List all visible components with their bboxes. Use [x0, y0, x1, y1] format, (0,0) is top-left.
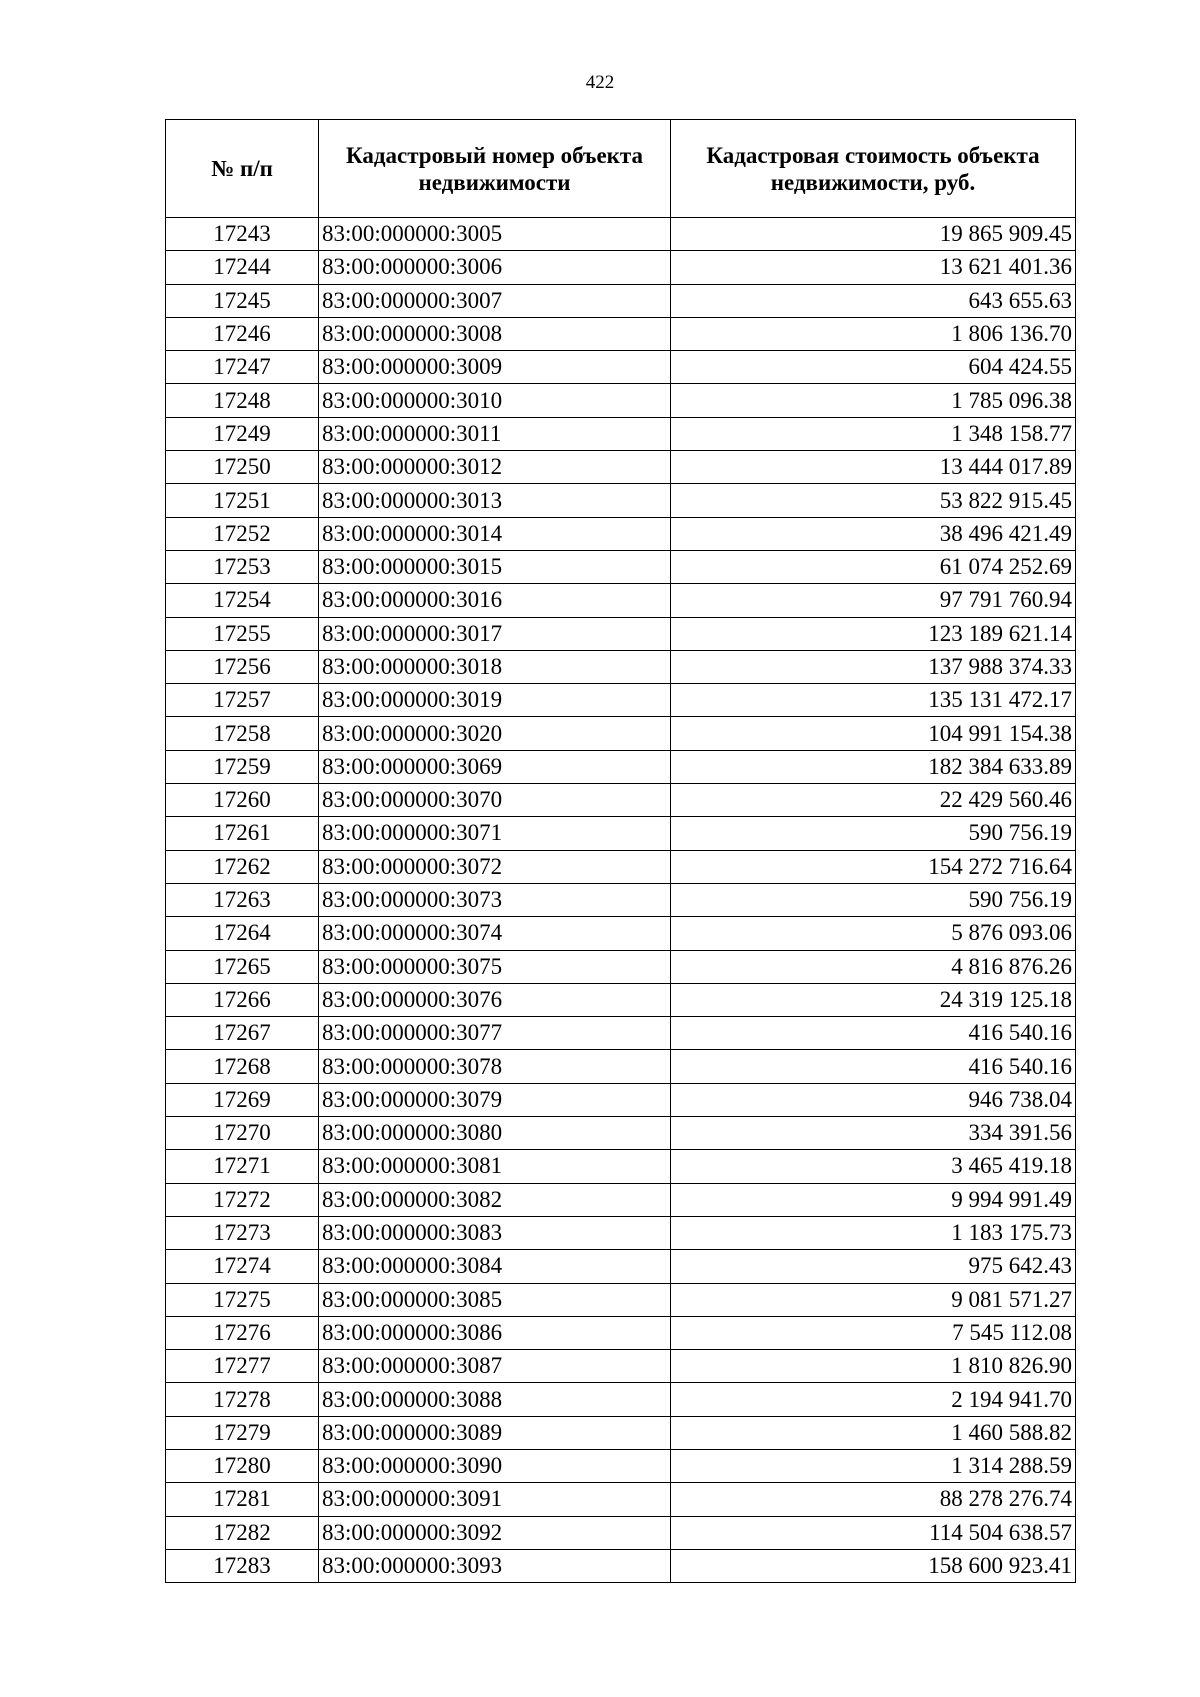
cadastral-number-cell: 83:00:000000:3005	[319, 218, 671, 251]
table-row	[166, 1549, 1076, 1582]
cadastral-value-cell: 590 756.19	[671, 883, 1076, 916]
row-number-cell: 17275	[166, 1283, 319, 1316]
row-number-cell: 17253	[166, 550, 319, 583]
cadastral-number-cell: 83:00:000000:3086	[319, 1316, 671, 1349]
header-cadastral-number: Кадастровый номер объекта недвижимости	[319, 120, 671, 218]
table-row	[166, 484, 1076, 517]
table-row	[166, 983, 1076, 1016]
cadastral-number-cell: 83:00:000000:3015	[319, 550, 671, 583]
table-row	[166, 1017, 1076, 1050]
cadastral-number-cell: 83:00:000000:3014	[319, 517, 671, 550]
cadastral-value-cell: 123 189 621.14	[671, 617, 1076, 650]
row-number-cell: 17264	[166, 917, 319, 950]
table-row	[166, 883, 1076, 916]
cadastral-number-cell: 83:00:000000:3072	[319, 850, 671, 883]
cadastral-value-cell: 1 183 175.73	[671, 1216, 1076, 1249]
cadastral-number-cell: 83:00:000000:3076	[319, 983, 671, 1016]
row-number-cell: 17266	[166, 983, 319, 1016]
cadastral-number-cell: 83:00:000000:3007	[319, 284, 671, 317]
row-number-cell: 17250	[166, 451, 319, 484]
header-cadastral-value: Кадастровая стоимость объекта недвижимости, руб.	[671, 120, 1076, 218]
cadastral-value-cell: 590 756.19	[671, 817, 1076, 850]
table-row	[166, 917, 1076, 950]
cadastral-number-cell: 83:00:000000:3091	[319, 1483, 671, 1516]
cadastral-value-cell: 1 810 826.90	[671, 1350, 1076, 1383]
cadastral-number-cell: 83:00:000000:3020	[319, 717, 671, 750]
header-row-number: № п/п	[166, 120, 319, 218]
table-row	[166, 950, 1076, 983]
cadastral-value-cell: 13 621 401.36	[671, 251, 1076, 284]
cadastral-number-cell: 83:00:000000:3008	[319, 317, 671, 350]
row-number-cell: 17263	[166, 883, 319, 916]
table-row	[166, 1083, 1076, 1116]
cadastral-value-cell: 182 384 633.89	[671, 750, 1076, 783]
cadastral-value-cell: 88 278 276.74	[671, 1483, 1076, 1516]
row-number-cell: 17262	[166, 850, 319, 883]
cadastral-value-cell: 97 791 760.94	[671, 584, 1076, 617]
cadastral-number-cell: 83:00:000000:3074	[319, 917, 671, 950]
row-number-cell: 17274	[166, 1250, 319, 1283]
table-row	[166, 817, 1076, 850]
row-number-cell: 17267	[166, 1017, 319, 1050]
cadastral-number-cell: 83:00:000000:3084	[319, 1250, 671, 1283]
cadastral-value-cell: 416 540.16	[671, 1017, 1076, 1050]
table-row	[166, 1250, 1076, 1283]
cadastral-value-cell: 137 988 374.33	[671, 650, 1076, 683]
cadastral-value-cell: 158 600 923.41	[671, 1549, 1076, 1582]
table-row	[166, 1216, 1076, 1249]
table-row	[166, 218, 1076, 251]
cadastral-value-cell: 2 194 941.70	[671, 1383, 1076, 1416]
row-number-cell: 17269	[166, 1083, 319, 1116]
cadastral-value-table	[165, 119, 1076, 1583]
cadastral-value-cell: 114 504 638.57	[671, 1516, 1076, 1549]
cadastral-number-cell: 83:00:000000:3079	[319, 1083, 671, 1116]
cadastral-value-cell: 38 496 421.49	[671, 517, 1076, 550]
cadastral-number-cell: 83:00:000000:3013	[319, 484, 671, 517]
row-number-cell: 17281	[166, 1483, 319, 1516]
table-row	[166, 550, 1076, 583]
table-row	[166, 317, 1076, 350]
cadastral-number-cell: 83:00:000000:3081	[319, 1150, 671, 1183]
row-number-cell: 17248	[166, 384, 319, 417]
table-row	[166, 284, 1076, 317]
row-number-cell: 17251	[166, 484, 319, 517]
cadastral-number-cell: 83:00:000000:3083	[319, 1216, 671, 1249]
table-row	[166, 1350, 1076, 1383]
cadastral-number-cell: 83:00:000000:3017	[319, 617, 671, 650]
cadastral-value-cell: 1 785 096.38	[671, 384, 1076, 417]
row-number-cell: 17260	[166, 784, 319, 817]
cadastral-value-cell: 3 465 419.18	[671, 1150, 1076, 1183]
cadastral-number-cell: 83:00:000000:3006	[319, 251, 671, 284]
row-number-cell: 17254	[166, 584, 319, 617]
cadastral-value-cell: 4 816 876.26	[671, 950, 1076, 983]
cadastral-number-cell: 83:00:000000:3092	[319, 1516, 671, 1549]
table-row	[166, 617, 1076, 650]
cadastral-number-cell: 83:00:000000:3009	[319, 351, 671, 384]
row-number-cell: 17243	[166, 218, 319, 251]
page-number: 422	[585, 72, 615, 93]
cadastral-value-cell: 19 865 909.45	[671, 218, 1076, 251]
table-row	[166, 684, 1076, 717]
table-header-row	[166, 120, 1076, 218]
cadastral-number-cell: 83:00:000000:3088	[319, 1383, 671, 1416]
row-number-cell: 17247	[166, 351, 319, 384]
cadastral-number-cell: 83:00:000000:3077	[319, 1017, 671, 1050]
cadastral-value-cell: 154 272 716.64	[671, 850, 1076, 883]
cadastral-number-cell: 83:00:000000:3012	[319, 451, 671, 484]
cadastral-number-cell: 83:00:000000:3016	[319, 584, 671, 617]
table-row	[166, 1150, 1076, 1183]
cadastral-value-cell: 643 655.63	[671, 284, 1076, 317]
cadastral-value-cell: 7 545 112.08	[671, 1316, 1076, 1349]
table-row	[166, 1449, 1076, 1482]
table-row	[166, 717, 1076, 750]
cadastral-number-cell: 83:00:000000:3011	[319, 417, 671, 450]
cadastral-number-cell: 83:00:000000:3090	[319, 1449, 671, 1482]
cadastral-number-cell: 83:00:000000:3082	[319, 1183, 671, 1216]
table-row	[166, 417, 1076, 450]
cadastral-value-cell: 61 074 252.69	[671, 550, 1076, 583]
table-row	[166, 650, 1076, 683]
row-number-cell: 17257	[166, 684, 319, 717]
cadastral-number-cell: 83:00:000000:3085	[319, 1283, 671, 1316]
row-number-cell: 17277	[166, 1350, 319, 1383]
cadastral-number-cell: 83:00:000000:3018	[319, 650, 671, 683]
cadastral-value-cell: 604 424.55	[671, 351, 1076, 384]
cadastral-value-cell: 1 460 588.82	[671, 1416, 1076, 1449]
cadastral-number-cell: 83:00:000000:3080	[319, 1117, 671, 1150]
row-number-cell: 17278	[166, 1383, 319, 1416]
cadastral-value-cell: 975 642.43	[671, 1250, 1076, 1283]
table-row	[166, 251, 1076, 284]
row-number-cell: 17265	[166, 950, 319, 983]
cadastral-value-cell: 135 131 472.17	[671, 684, 1076, 717]
cadastral-number-cell: 83:00:000000:3071	[319, 817, 671, 850]
cadastral-number-cell: 83:00:000000:3093	[319, 1549, 671, 1582]
cadastral-value-cell: 53 822 915.45	[671, 484, 1076, 517]
cadastral-value-cell: 9 994 991.49	[671, 1183, 1076, 1216]
row-number-cell: 17273	[166, 1216, 319, 1249]
cadastral-value-cell: 1 348 158.77	[671, 417, 1076, 450]
row-number-cell: 17271	[166, 1150, 319, 1183]
table-row	[166, 1183, 1076, 1216]
cadastral-value-cell: 416 540.16	[671, 1050, 1076, 1083]
table-row	[166, 517, 1076, 550]
row-number-cell: 17245	[166, 284, 319, 317]
row-number-cell: 17246	[166, 317, 319, 350]
cadastral-number-cell: 83:00:000000:3073	[319, 883, 671, 916]
cadastral-number-cell: 83:00:000000:3089	[319, 1416, 671, 1449]
row-number-cell: 17259	[166, 750, 319, 783]
table-row	[166, 1283, 1076, 1316]
row-number-cell: 17270	[166, 1117, 319, 1150]
cadastral-number-cell: 83:00:000000:3078	[319, 1050, 671, 1083]
table-row	[166, 1050, 1076, 1083]
table-row	[166, 750, 1076, 783]
row-number-cell: 17258	[166, 717, 319, 750]
row-number-cell: 17280	[166, 1449, 319, 1482]
row-number-cell: 17256	[166, 650, 319, 683]
table-row	[166, 850, 1076, 883]
table-row	[166, 384, 1076, 417]
cadastral-number-cell: 83:00:000000:3010	[319, 384, 671, 417]
table-row	[166, 1416, 1076, 1449]
cadastral-value-cell: 22 429 560.46	[671, 784, 1076, 817]
row-number-cell: 17252	[166, 517, 319, 550]
cadastral-value-cell: 13 444 017.89	[671, 451, 1076, 484]
table-body	[166, 218, 1076, 1583]
table-row	[166, 584, 1076, 617]
row-number-cell: 17244	[166, 251, 319, 284]
table-row	[166, 351, 1076, 384]
table-row	[166, 1117, 1076, 1150]
table-row	[166, 1516, 1076, 1549]
cadastral-value-cell: 1 314 288.59	[671, 1449, 1076, 1482]
cadastral-number-cell: 83:00:000000:3087	[319, 1350, 671, 1383]
cadastral-number-cell: 83:00:000000:3019	[319, 684, 671, 717]
table-row	[166, 1383, 1076, 1416]
cadastral-value-cell: 334 391.56	[671, 1117, 1076, 1150]
row-number-cell: 17268	[166, 1050, 319, 1083]
row-number-cell: 17279	[166, 1416, 319, 1449]
cadastral-value-cell: 9 081 571.27	[671, 1283, 1076, 1316]
cadastral-value-cell: 946 738.04	[671, 1083, 1076, 1116]
row-number-cell: 17276	[166, 1316, 319, 1349]
cadastral-value-cell: 104 991 154.38	[671, 717, 1076, 750]
cadastral-number-cell: 83:00:000000:3069	[319, 750, 671, 783]
table-row	[166, 451, 1076, 484]
cadastral-value-cell: 24 319 125.18	[671, 983, 1076, 1016]
cadastral-value-cell: 5 876 093.06	[671, 917, 1076, 950]
row-number-cell: 17255	[166, 617, 319, 650]
row-number-cell: 17282	[166, 1516, 319, 1549]
table-row	[166, 784, 1076, 817]
table-row	[166, 1483, 1076, 1516]
row-number-cell: 17261	[166, 817, 319, 850]
table-row	[166, 1316, 1076, 1349]
row-number-cell: 17283	[166, 1549, 319, 1582]
cadastral-number-cell: 83:00:000000:3075	[319, 950, 671, 983]
cadastral-value-cell: 1 806 136.70	[671, 317, 1076, 350]
row-number-cell: 17272	[166, 1183, 319, 1216]
row-number-cell: 17249	[166, 417, 319, 450]
cadastral-number-cell: 83:00:000000:3070	[319, 784, 671, 817]
